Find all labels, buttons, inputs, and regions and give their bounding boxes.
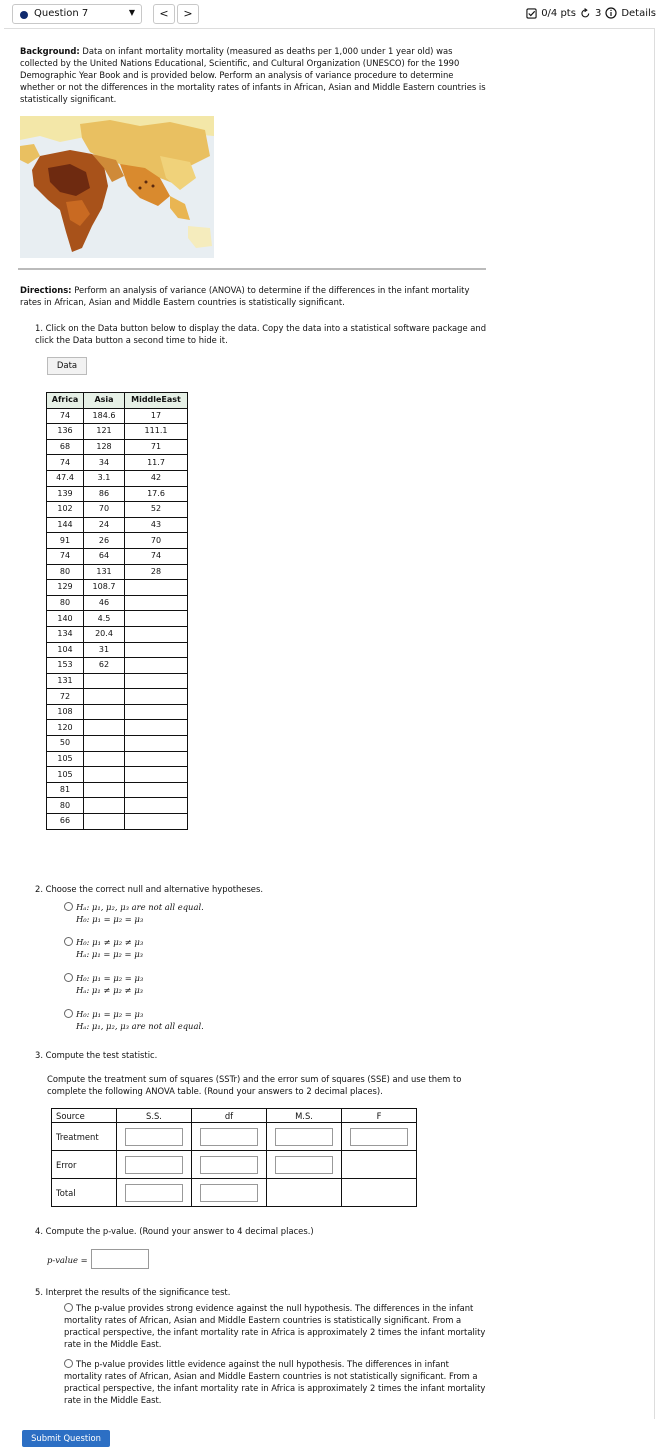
table-cell: 120 <box>47 720 84 736</box>
table-row <box>47 642 188 658</box>
table-row <box>47 564 188 580</box>
table-cell: 134 <box>47 626 84 642</box>
table-cell <box>125 580 188 596</box>
score-text: 0/4 pts <box>541 7 576 19</box>
table-cell: 128 <box>84 439 125 455</box>
table-cell: 140 <box>47 611 84 627</box>
table-cell: 131 <box>47 673 84 689</box>
table-cell: 144 <box>47 517 84 533</box>
table-row <box>47 548 188 564</box>
table-cell: 70 <box>125 533 188 549</box>
table-cell: 62 <box>84 658 125 674</box>
table-cell <box>84 782 125 798</box>
table-row <box>47 720 188 736</box>
table-cell: 26 <box>84 533 125 549</box>
table-cell <box>125 751 188 767</box>
table-cell <box>125 611 188 627</box>
retry-icon <box>580 8 591 19</box>
table-cell: 108 <box>47 704 84 720</box>
radio-icon[interactable] <box>64 1359 73 1368</box>
table-cell: 72 <box>47 689 84 705</box>
details-link[interactable]: Details <box>621 7 656 19</box>
table-row <box>47 595 188 611</box>
checkbox-icon <box>526 8 537 19</box>
hypothesis-option-2[interactable] <box>64 936 143 960</box>
table-row <box>47 798 188 814</box>
table-cell: 28 <box>125 564 188 580</box>
error-f-empty <box>342 1151 417 1179</box>
info-icon[interactable] <box>605 7 617 19</box>
table-cell: 105 <box>47 751 84 767</box>
question-label: Question 7 <box>34 8 89 19</box>
world-map-image <box>20 116 214 258</box>
data-table-header <box>47 393 188 409</box>
table-cell <box>84 689 125 705</box>
table-row <box>47 611 188 627</box>
treatment-f-input[interactable] <box>350 1128 408 1146</box>
hyp2-line2: Hₐ: μ₁ = μ₂ = μ₃ <box>76 949 144 959</box>
pvalue-label: p-value = <box>47 1255 88 1265</box>
table-row <box>47 767 188 783</box>
table-cell: 74 <box>125 548 188 564</box>
table-row <box>47 814 188 830</box>
hypothesis-option-1[interactable] <box>64 901 204 925</box>
data-toggle-button[interactable]: Data <box>47 357 87 375</box>
table-cell: 81 <box>47 782 84 798</box>
table-cell: 70 <box>84 502 125 518</box>
table-cell: 121 <box>84 424 125 440</box>
table-cell: 42 <box>125 470 188 486</box>
total-ms-empty <box>267 1179 342 1207</box>
col-middle-east: MiddleEast <box>125 393 188 409</box>
table-cell <box>84 736 125 752</box>
table-row <box>47 580 188 596</box>
anova-label-treatment: Treatment <box>52 1123 117 1151</box>
radio-icon[interactable] <box>64 1009 73 1018</box>
table-row <box>47 689 188 705</box>
anova-row-error <box>52 1151 417 1179</box>
table-cell: 3.1 <box>84 470 125 486</box>
interp2-text: The p-value provides little evidence against the null hypothesis. The differences in infant mortality rates of African, Asian and Middle Eastern countries is not statistically significant. From a practical perspective, the infant mortality rate in Africa is approximately 2 times the infant mortality rate in the Middle East. <box>64 1359 486 1405</box>
error-ss-input[interactable] <box>125 1156 183 1174</box>
total-ss-input[interactable] <box>125 1184 183 1202</box>
step1-text: 1. Click on the Data button below to display the data. Copy the data into a statistical software package and click the Data button a second time to hide it. <box>35 323 487 345</box>
table-row <box>47 486 188 502</box>
interp1-text: The p-value provides strong evidence against the null hypothesis. The differences in the infant mortality rates of African, Asian and Middle Eastern countries is statistically significant. From a practical perspective, the infant mortality rate in Africa is approximately 2 times the infant mortality rate in the Middle East. <box>64 1303 486 1349</box>
table-cell: 52 <box>125 502 188 518</box>
table-cell: 64 <box>84 548 125 564</box>
table-cell <box>125 814 188 830</box>
table-cell: 24 <box>84 517 125 533</box>
table-cell: 46 <box>84 595 125 611</box>
hypothesis-option-3[interactable] <box>64 972 143 996</box>
table-cell: 11.7 <box>125 455 188 471</box>
table-cell: 139 <box>47 486 84 502</box>
hyp4-line1: H₀: μ₁ = μ₂ = μ₃ <box>76 1009 144 1019</box>
table-cell: 74 <box>47 408 84 424</box>
table-cell <box>125 595 188 611</box>
directions-text: Perform an analysis of variance (ANOVA) to determine if the differences in the infant mortality rates in African, Asian and Middle Eastern countries is statistically significant. <box>20 285 470 307</box>
background-label: Background: <box>20 46 80 56</box>
score-bar <box>526 7 656 19</box>
directions-label: Directions: <box>20 285 72 295</box>
table-cell: 80 <box>47 798 84 814</box>
table-cell: 80 <box>47 564 84 580</box>
table-cell <box>84 673 125 689</box>
directions-paragraph <box>20 284 490 308</box>
caret-down-icon: ▼ <box>128 8 135 17</box>
radio-icon[interactable] <box>64 902 73 911</box>
data-table-body <box>47 408 188 829</box>
table-cell <box>84 767 125 783</box>
table-cell: 129 <box>47 580 84 596</box>
table-cell: 66 <box>47 814 84 830</box>
anova-head-ss: S.S. <box>117 1109 192 1123</box>
anova-head-f: F <box>342 1109 417 1123</box>
table-cell: 105 <box>47 767 84 783</box>
treatment-ms-input[interactable] <box>275 1128 333 1146</box>
table-cell: 131 <box>84 564 125 580</box>
total-df-input[interactable] <box>200 1184 258 1202</box>
table-row <box>47 751 188 767</box>
col-africa: Africa <box>47 393 84 409</box>
anova-label-total: Total <box>52 1179 117 1207</box>
table-cell: 80 <box>47 595 84 611</box>
table-row <box>47 424 188 440</box>
table-cell <box>84 814 125 830</box>
table-cell: 108.7 <box>84 580 125 596</box>
table-cell: 31 <box>84 642 125 658</box>
table-row <box>47 470 188 486</box>
table-cell <box>125 658 188 674</box>
background-text: Data on infant mortality mortality (measured as deaths per 1,000 under 1 year old) was collected by the United Nations Educational, Scientific, and Cultural Organization (UNESCO) for the 1990 Demographic Year Book and is provided below. Perform an analysis of variance procedure to determine whether or not the differences in the mortality rates of infants in African, Asian and Middle Eastern countries is statistically significant. <box>20 46 486 104</box>
radio-icon[interactable] <box>64 937 73 946</box>
hyp2-line1: H₀: μ₁ ≠ μ₂ ≠ μ₃ <box>76 937 144 947</box>
error-ms-input[interactable] <box>275 1156 333 1174</box>
table-cell <box>84 751 125 767</box>
table-cell <box>125 626 188 642</box>
divider <box>18 268 486 270</box>
table-cell: 153 <box>47 658 84 674</box>
table-row <box>47 502 188 518</box>
status-dot-icon <box>20 11 28 19</box>
step3-instructions: Compute the treatment sum of squares (SSTr) and the error sum of squares (SSE) and use them to complete the following ANOVA table. (Round your answers to 2 decimal places). <box>47 1074 462 1096</box>
table-cell: 20.4 <box>84 626 125 642</box>
table-cell <box>125 736 188 752</box>
table-cell <box>84 798 125 814</box>
step5-text: 5. Interpret the results of the significance test. <box>35 1287 231 1297</box>
table-cell: 17.6 <box>125 486 188 502</box>
table-row <box>47 782 188 798</box>
table-cell: 184.6 <box>84 408 125 424</box>
table-cell <box>125 642 188 658</box>
interpretation-option-1[interactable] <box>64 1302 488 1350</box>
background-paragraph <box>20 45 488 105</box>
hyp4-line2: Hₐ: μ₁, μ₂, μ₃ are not all equal. <box>76 1021 204 1031</box>
table-cell: 68 <box>47 439 84 455</box>
table-cell: 74 <box>47 455 84 471</box>
radio-icon[interactable] <box>64 1303 73 1312</box>
table-cell: 50 <box>47 736 84 752</box>
treatment-ss-input[interactable] <box>125 1128 183 1146</box>
table-cell <box>125 704 188 720</box>
table-cell: 102 <box>47 502 84 518</box>
hyp3-line1: H₀: μ₁ = μ₂ = μ₃ <box>76 973 144 983</box>
table-cell <box>125 798 188 814</box>
table-row <box>47 439 188 455</box>
table-cell <box>125 720 188 736</box>
anova-label-error: Error <box>52 1151 117 1179</box>
step4-text: 4. Compute the p-value. (Round your answer to 4 decimal places.) <box>35 1226 314 1236</box>
table-cell: 4.5 <box>84 611 125 627</box>
table-cell: 34 <box>84 455 125 471</box>
table-cell: 47.4 <box>47 470 84 486</box>
table-cell <box>84 720 125 736</box>
table-row <box>47 455 188 471</box>
anova-header-row <box>52 1109 417 1123</box>
table-cell <box>84 704 125 720</box>
hyp1-line1: Hₐ: μ₁, μ₂, μ₃ are not all equal. <box>76 902 204 912</box>
submit-button[interactable]: Submit Question <box>22 1430 110 1447</box>
table-row <box>47 408 188 424</box>
table-row <box>47 517 188 533</box>
table-cell: 104 <box>47 642 84 658</box>
table-row <box>47 704 188 720</box>
anova-row-treatment <box>52 1123 417 1151</box>
step2-text: 2. Choose the correct null and alternative hypotheses. <box>35 884 263 894</box>
error-df-input[interactable] <box>200 1156 258 1174</box>
table-cell: 111.1 <box>125 424 188 440</box>
table-cell: 43 <box>125 517 188 533</box>
step3-text: 3. Compute the test statistic. <box>35 1050 158 1060</box>
table-cell: 71 <box>125 439 188 455</box>
col-asia: Asia <box>84 393 125 409</box>
table-cell: 74 <box>47 548 84 564</box>
hyp3-line2: Hₐ: μ₁ ≠ μ₂ ≠ μ₃ <box>76 985 144 995</box>
pvalue-input[interactable] <box>91 1249 149 1269</box>
table-row <box>47 658 188 674</box>
table-cell: 91 <box>47 533 84 549</box>
table-cell: 17 <box>125 408 188 424</box>
table-row <box>47 673 188 689</box>
question-select[interactable] <box>12 4 142 24</box>
anova-head-ms: M.S. <box>267 1109 342 1123</box>
table-cell: 136 <box>47 424 84 440</box>
radio-icon[interactable] <box>64 973 73 982</box>
prev-question-button[interactable]: < <box>153 4 175 24</box>
hypothesis-option-4[interactable] <box>64 1008 204 1032</box>
total-f-empty <box>342 1179 417 1207</box>
table-row <box>47 626 188 642</box>
table-cell: 86 <box>84 486 125 502</box>
hyp1-line2: H₀: μ₁ = μ₂ = μ₃ <box>76 914 144 924</box>
table-cell <box>125 782 188 798</box>
table-cell <box>125 673 188 689</box>
data-table <box>46 392 188 830</box>
table-cell <box>125 767 188 783</box>
next-question-button[interactable]: > <box>177 4 199 24</box>
table-row <box>47 533 188 549</box>
table-row <box>47 736 188 752</box>
anova-head-source: Source <box>52 1109 117 1123</box>
anova-head-df: df <box>192 1109 267 1123</box>
anova-row-total <box>52 1179 417 1207</box>
anova-table <box>51 1108 417 1207</box>
attempts-count: 3 <box>594 7 602 19</box>
table-cell <box>125 689 188 705</box>
treatment-df-input[interactable] <box>200 1128 258 1146</box>
interpretation-option-2[interactable] <box>64 1358 488 1406</box>
